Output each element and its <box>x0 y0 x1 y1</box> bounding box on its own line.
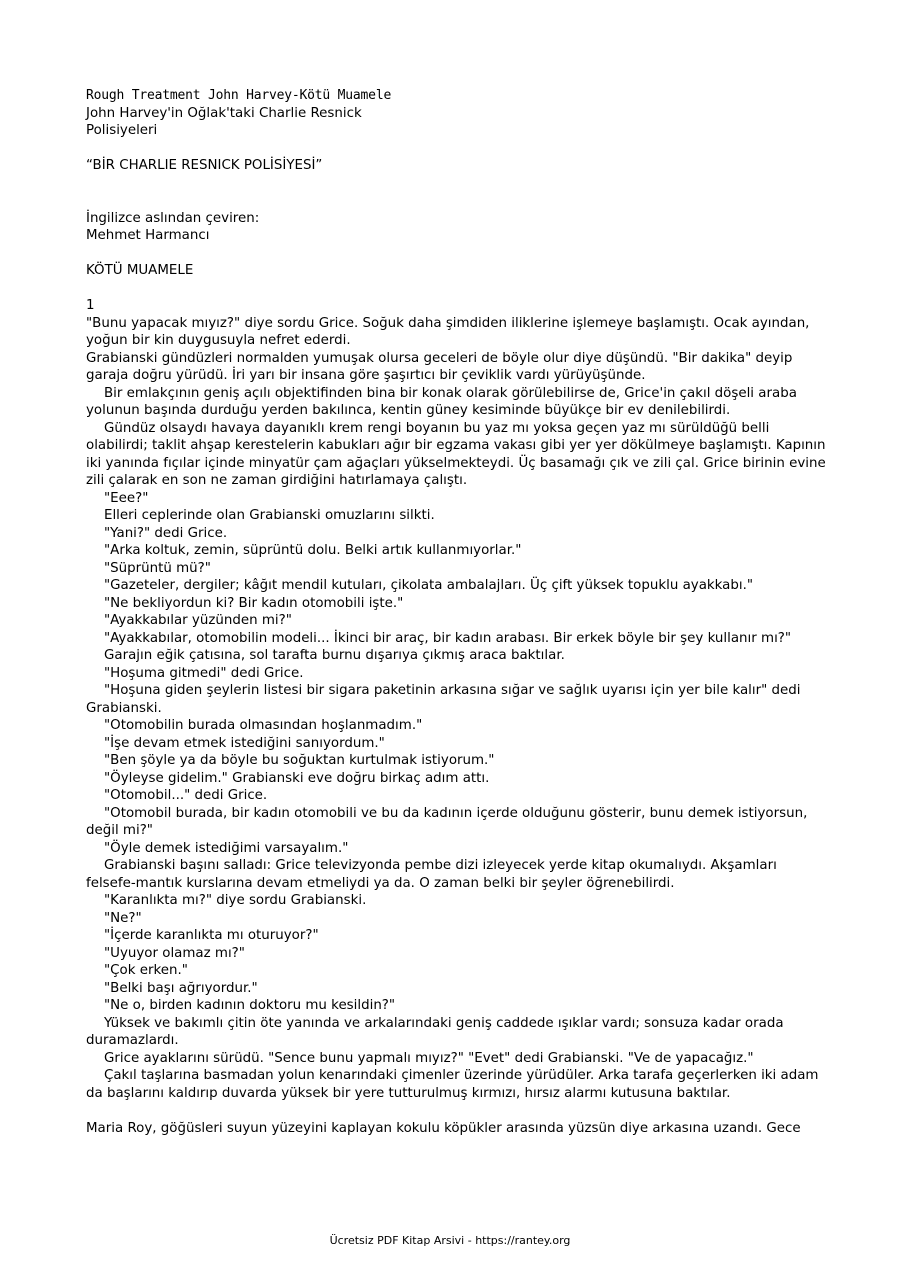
paragraph-line: Grabianski gündüzleri normalden yumuşak olursa geceleri de böyle olur diye düşündü. "Bir dakika" deyip <box>86 350 793 366</box>
header-line-1: Rough Treatment John Harvey-Kötü Muamele <box>86 88 392 103</box>
paragraph-line: "Süprüntü mü?" <box>104 560 211 576</box>
paragraph-line: "Yani?" dedi Grice. <box>104 525 228 541</box>
translator-name: Mehmet Harmancı <box>86 228 210 243</box>
paragraph-line: "Ne?" <box>104 910 142 926</box>
paragraph-line: "Öyleyse gidelim." Grabianski eve doğru birkaç adım attı. <box>104 770 490 786</box>
page-footer: Ücretsiz PDF Kitap Arsivi - https://rantey.org <box>329 1234 571 1247</box>
paragraph-line: Bir emlakçının geniş açılı objektifinden bina bir konak olarak görülebilirse de, Grice'in çakıl döşeli araba <box>104 385 797 401</box>
paragraph-line: "Hoşuma gitmedi" dedi Grice. <box>104 665 304 681</box>
paragraph-line: da başlarını kaldırıp duvarda yüksek bir yere tutturulmuş kırmızı, hırsız alarmı kutusuna baktılar. <box>86 1085 731 1101</box>
paragraph-line: "Ben şöyle ya da böyle bu soğuktan kurtulmak istiyorum." <box>104 753 495 768</box>
paragraph-line: "Ne bekliyordun ki? Bir kadın otomobili işte." <box>104 595 404 611</box>
last-paragraph: Maria Roy, göğüsleri suyun yüzeyini kaplayan kokulu köpükler arasında yüzsün diye arkasına uzandı. Gece <box>86 1120 801 1136</box>
paragraph-line: "Hoşuna giden şeylerin listesi bir sigara paketinin arkasına sığar ve sağlık uyarısı için yer bile kalır" dedi <box>104 683 801 698</box>
paragraph-line: "Ne o, birden kadının doktoru mu kesildin?" <box>104 998 396 1013</box>
paragraph-line: felsefe-mantık kurslarına devam etmeliydi ya da. O zaman belki bir şeyler öğrenebilirdi. <box>86 875 675 891</box>
paragraph-line: Grabianski. <box>86 700 162 716</box>
paragraph-line: zili çalarak en son ne zaman girdiğini hatırlamaya çalıştı. <box>86 473 468 488</box>
paragraph-line: "Bunu yapacak mıyız?" diye sordu Grice. Soğuk daha şimdiden iliklerine işlemeye başlamıştı. Ocak ayından, <box>86 315 810 331</box>
paragraph-line: "Ayakkabılar yüzünden mi?" <box>104 613 292 628</box>
paragraph-line: Elleri ceplerinde olan Grabianski omuzlarını silkti. <box>104 508 435 523</box>
paragraph-line: "Otomobilin burada olmasından hoşlanmadım." <box>104 718 423 733</box>
paragraph-line: "Karanlıkta mı?" diye sordu Grabianski. <box>104 893 367 908</box>
paragraph-line: garaja doğru yürüdü. İri yarı bir insana göre şaşırtıcı bir çeviklik vardı yürüyüşünde. <box>86 368 646 383</box>
header-line-3: Polisiyeleri <box>86 123 158 138</box>
paragraph-line: duramazlardı. <box>86 1033 179 1048</box>
paragraph-line: "Uyuyor olamaz mı?" <box>104 945 245 961</box>
paragraph-line: Garajın eğik çatısına, sol tarafta burnu dışarıya çıkmış araca baktılar. <box>104 648 565 663</box>
paragraph-line: "İçerde karanlıkta mı oturuyor?" <box>104 928 319 943</box>
paragraph-line: Yüksek ve bakımlı çitin öte yanında ve arkalarındaki geniş caddede ışıklar vardı; sonsuza kadar orada <box>104 1015 784 1031</box>
chapter-text <box>86 315 826 1103</box>
paragraph-line: Grabianski başını salladı: Grice televizyonda pembe dizi izleyecek yerde kitap okumalıydı. Akşamları <box>104 858 777 873</box>
paragraph-line: "Arka koltuk, zemin, süprüntü dolu. Belki artık kullanmıyorlar." <box>104 543 522 558</box>
paragraph-line: "Otomobil burada, bir kadın otomobili ve bu da kadının içerde olduğunu gösterir, bunu demek istiyorsun, <box>104 805 808 821</box>
paragraph-line: iki yanında fıçılar içinde minyatür çam ağaçları yükselmekteydi. Üç basamağı çık ve zili çal. Grice birinin evine <box>86 455 826 471</box>
paragraph-line: olabilirdi; taklit ahşap kerestelerin kabukları ağır bir egzama vakası gibi yer yer dökülmeye başlamıştı. Kapının <box>86 438 826 453</box>
paragraph-line: Gündüz olsaydı havaya dayanıklı krem rengi boyanın bu yaz mı yoksa geçen yaz mı sürüldüğü belli <box>104 420 770 436</box>
paragraph-line: "Eee?" <box>104 490 149 506</box>
paragraph-line: "Çok erken." <box>104 963 188 978</box>
paragraph-line: yolunun başında durduğu yerden bakılınca, kentin güney kesiminde büyükçe bir ev denilebilirdi. <box>86 403 731 418</box>
chapter-number: 1 <box>86 298 95 313</box>
paragraph-line: Grice ayaklarını sürüdü. "Sence bunu yapmalı mıyız?" "Evet" dedi Grabianski. "Ve de yapacağız." <box>104 1050 754 1066</box>
document-body <box>86 87 826 1137</box>
paragraph-line: "Belki başı ağrıyordur." <box>104 980 258 996</box>
paragraph-line: "Öyle demek istediğimi varsayalım." <box>104 840 349 856</box>
paragraph-line: "Gazeteler, dergiler; kâğıt mendil kutuları, çikolata ambalajları. Üç çift yüksek topuklu ayakkabı." <box>104 578 754 593</box>
book-title: KÖTÜ MUAMELE <box>86 263 194 278</box>
paragraph-line: yoğun bir kin duygusuyla nefret ederdi. <box>86 333 351 348</box>
series-title: “BİR CHARLIE RESNICK POLİSİYESİ” <box>86 158 323 173</box>
paragraph-line: "Ayakkabılar, otomobilin modeli... İkinci bir araç, bir kadın arabası. Bir erkek böyle bir şey kullanır mı?" <box>104 630 792 646</box>
paragraph-line: "Otomobil..." dedi Grice. <box>104 788 268 803</box>
paragraph-line: Çakıl taşlarına basmadan yolun kenarındaki çimenler üzerinde yürüdüler. Arka tarafa geçerlerken iki adam <box>104 1068 819 1083</box>
paragraph-line: "İşe devam etmek istediğini sanıyordum." <box>104 735 385 751</box>
paragraph-line: değil mi?" <box>86 823 153 838</box>
header-line-2: John Harvey'in Oğlak'taki Charlie Resnick <box>86 105 362 121</box>
translator-label: İngilizce aslından çeviren: <box>86 210 260 226</box>
